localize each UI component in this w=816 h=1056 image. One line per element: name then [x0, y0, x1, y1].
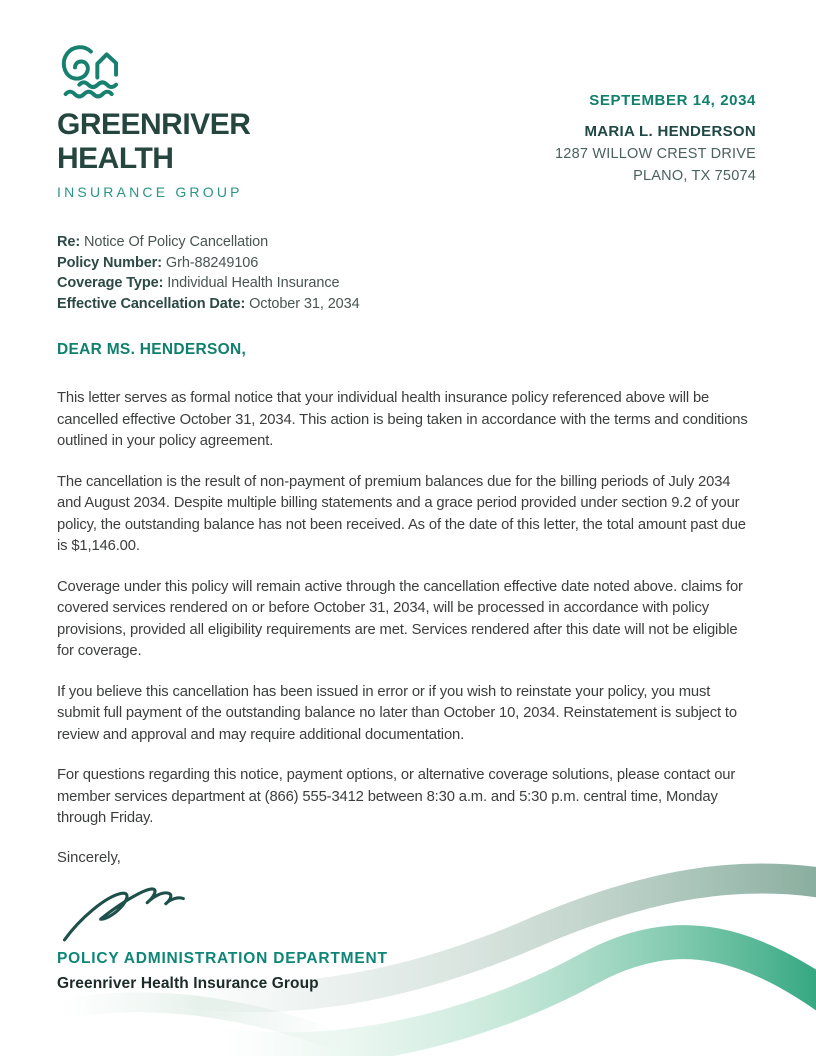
- date-recipient-block: [555, 42, 756, 184]
- reference-policy-number-line: [57, 253, 756, 274]
- body-paragraph-2: The cancellation is the result of non-payment of premium balances due for the billing periods of July 2034 and August 2034. Despite multiple billing statements and a grace period provided under section 9.2 of your policy, the outstanding balance has not been received. As of the date of this letter, the total amount past due is $1,146.00.: [57, 473, 746, 554]
- body-paragraph-4: If you believe this cancellation has been issued in error or if you wish to reinstate your policy, you must submit full payment of the outstanding balance no later than October 10, 2034. Reinstatement is subject to review and approval and may require additional documentation.: [57, 683, 737, 743]
- reference-re-value: Notice Of Policy Cancellation: [84, 234, 269, 250]
- reference-policy-number-label: Policy Number:: [57, 254, 162, 271]
- brand-tagline: INSURANCE GROUP: [57, 184, 243, 200]
- reference-coverage-type-label: Coverage Type:: [57, 275, 164, 291]
- signer-organization: Greenriver Health Insurance Group: [57, 974, 319, 992]
- signature: [59, 882, 194, 944]
- recipient-address-line2: PLANO, TX 75074: [633, 168, 756, 184]
- letter-date: SEPTEMBER 14, 2034: [589, 92, 756, 109]
- brand-name-line2: HEALTH: [57, 142, 174, 175]
- reference-policy-number-value: Grh-88249106: [165, 254, 259, 271]
- reference-effective-date-line: [57, 294, 756, 315]
- reference-re-label: Re:: [57, 234, 81, 250]
- body-paragraph-3: Coverage under this policy will remain active through the cancellation effective date noted above. claims for covered services rendered on or before October 31, 2034, will be processed in accordance with policy provisions, provided all eligibility requirements are met. Services rendered after this date will not be eligible for coverage.: [57, 578, 743, 659]
- recipient-name: MARIA L. HENDERSON: [584, 123, 756, 140]
- reference-coverage-type-value: Individual Health Insurance: [167, 275, 340, 291]
- brand-name-line1: GREENRIVER: [57, 108, 251, 141]
- body-paragraph-1: This letter serves as formal notice that your individual health insurance policy referenced above will be cancelled effective October 31, 2034. This action is being taken in accordance with the terms and conditions outlined in your policy agreement.: [57, 390, 748, 449]
- reference-block: [57, 232, 756, 314]
- reference-coverage-type-line: [57, 273, 756, 294]
- letterhead: [57, 42, 756, 200]
- reference-effective-date-value: October 31, 2034: [249, 295, 360, 312]
- reference-effective-date-label: Effective Cancellation Date:: [57, 295, 246, 312]
- wave-house-logo-icon: [57, 42, 129, 100]
- signer-title: POLICY ADMINISTRATION DEPARTMENT: [57, 949, 388, 967]
- salutation: DEAR MS. HENDERSON,: [57, 341, 247, 358]
- body-paragraph-5: For questions regarding this notice, payment options, or alternative coverage solutions, please contact our member services department at (866) 555-3412 between 8:30 a.m. and 5:30 p.m. central time, Monday through Friday.: [57, 767, 736, 826]
- reference-re-line: [57, 232, 756, 253]
- recipient-address-line1: 1287 WILLOW CREST DRIVE: [555, 146, 756, 162]
- brand-block: [57, 42, 250, 200]
- closing: Sincerely,: [57, 849, 121, 866]
